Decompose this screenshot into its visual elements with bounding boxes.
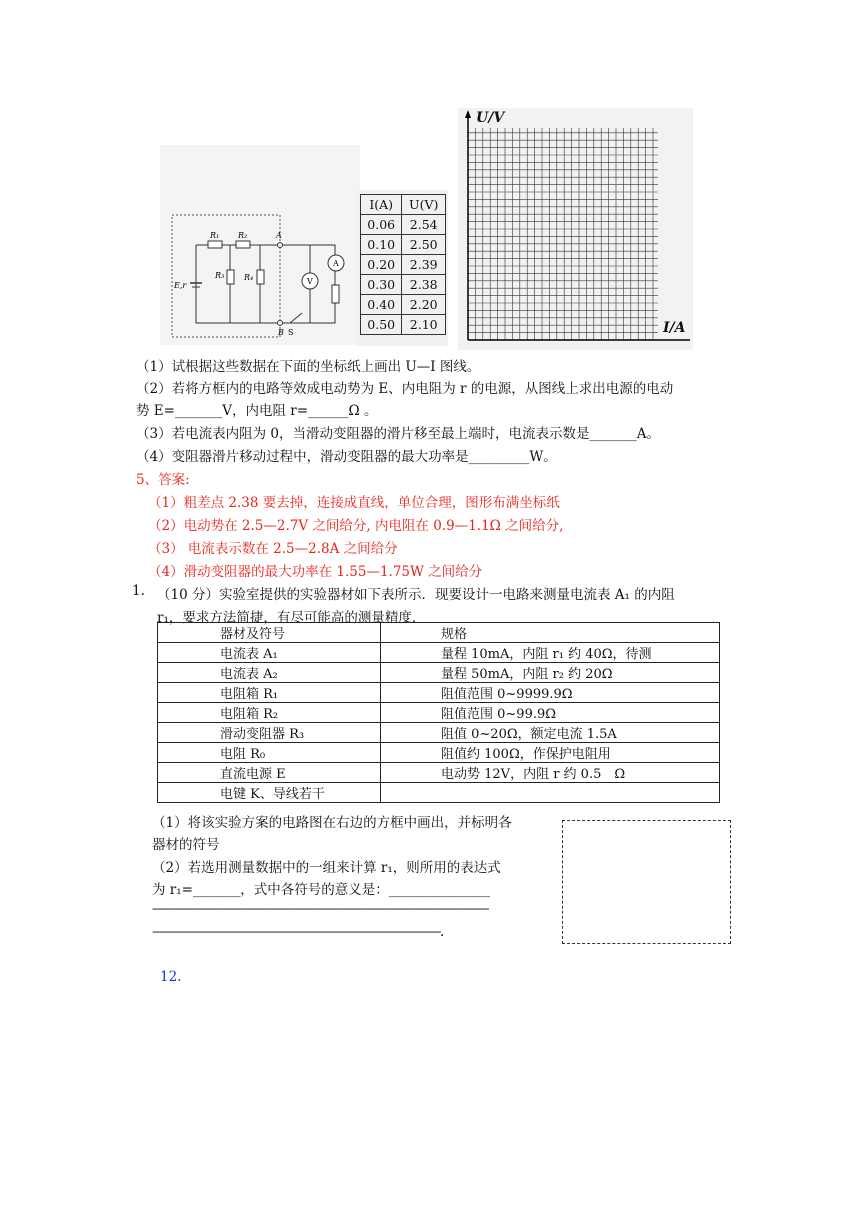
equip-header-name: 器材及符号 bbox=[158, 623, 381, 643]
question-2-line-2: 势 E=_______V，内电阻 r=______Ω 。 bbox=[136, 403, 378, 419]
answer-1: （1）粗差点 2.38 要去掉，连接成直线，单位合理，图形布满坐标纸 bbox=[148, 495, 560, 511]
label-b: B bbox=[278, 328, 284, 337]
y-axis-label: U/V bbox=[476, 110, 505, 126]
question-4: （4）变阻器滑片移动过程中，滑动变阻器的最大功率是_________W。 bbox=[136, 449, 557, 465]
label-r4: R₄ bbox=[244, 273, 254, 282]
table-row: 0.06 2.54 bbox=[361, 215, 446, 235]
label-er: E,r bbox=[174, 281, 187, 290]
question-3: （3）若电流表内阻为 0，当滑动变阻器的滑片移至最上端时，电流表示数是_______A。 bbox=[136, 426, 660, 442]
part-2-line-3: ———————————————————————————— bbox=[152, 901, 488, 917]
equip-header-spec: 规格 bbox=[381, 623, 720, 643]
table-row: 0.10 2.50 bbox=[361, 235, 446, 255]
label-r3: R₃ bbox=[215, 271, 225, 280]
question-2-line-1: （2）若将方框内的电路等效成电动势为 E、内电阻为 r 的电源，从图线上求出电源的电动 bbox=[136, 381, 674, 397]
answers-title: 5、答案: bbox=[136, 472, 190, 488]
table-row: 电键 K、导线若干 bbox=[158, 783, 720, 803]
answer-4: （4）滑动变阻器的最大功率在 1.55—1.75W 之间给分 bbox=[148, 564, 483, 580]
x-axis-label: I/A bbox=[663, 320, 686, 336]
problem-number: 1. bbox=[132, 583, 145, 599]
label-a: A bbox=[276, 231, 282, 240]
answer-3: （3） 电流表示数在 2.5—2.8A 之间给分 bbox=[148, 541, 398, 557]
answer-drawing-box[interactable] bbox=[562, 820, 731, 944]
table-row: 电流表 A₁ 量程 10mA，内阻 r₁ 约 40Ω，待测 bbox=[158, 643, 720, 663]
iu-data-table bbox=[360, 194, 446, 335]
header-voltage: U(V) bbox=[402, 195, 446, 215]
table-row: 0.50 2.10 bbox=[361, 315, 446, 335]
problem-intro-line-2: r₁，要求方法简捷，有尽可能高的测量精度． bbox=[157, 610, 426, 626]
answer-2: （2）电动势在 2.5—2.7V 之间给分, 内电阻在 0.9—1.1Ω 之间给分, bbox=[148, 518, 564, 534]
table-row: 0.40 2.20 bbox=[361, 295, 446, 315]
label-voltmeter: V bbox=[307, 277, 313, 286]
table-row: 0.20 2.39 bbox=[361, 255, 446, 275]
question-1: （1）试根据这些数据在下面的坐标纸上画出 U—I 图线。 bbox=[136, 359, 481, 375]
part-2-line-1: （2）若选用测量数据中的一组来计算 r₁，则所用的表达式 bbox=[152, 860, 501, 876]
label-ammeter: A bbox=[333, 259, 339, 268]
table-row: 电流表 A₂ 量程 50mA，内阻 r₂ 约 20Ω bbox=[158, 663, 720, 683]
equipment-table bbox=[157, 622, 720, 803]
label-s: S bbox=[288, 328, 294, 337]
table-row: 滑动变阻器 R₃ 阻值 0~20Ω，额定电流 1.5A bbox=[158, 723, 720, 743]
problem-intro-line-1: （10 分）实验室提供的实验器材如下表所示．现要设计一电路来测量电流表 A₁ 的内阻 bbox=[157, 587, 675, 603]
label-r2: R₂ bbox=[238, 231, 248, 240]
page-marker: 12. bbox=[160, 969, 182, 985]
table-row: 电阻 R₀ 阻值约 100Ω，作保护电阻用 bbox=[158, 743, 720, 763]
part-1-line-1: （1）将该实验方案的电路图在右边的方框中画出，并标明各 bbox=[152, 815, 512, 831]
table-row: 直流电源 E 电动势 12V，内阻 r 约 0.5 Ω bbox=[158, 763, 720, 783]
label-r1: R₁ bbox=[210, 231, 220, 240]
table-row: 电阻箱 R₂ 阻值范围 0~99.9Ω bbox=[158, 703, 720, 723]
table-row: 0.30 2.38 bbox=[361, 275, 446, 295]
part-2-line-2: 为 r₁=_______，式中各符号的意义是：_______________ bbox=[152, 882, 490, 898]
table-row: 电阻箱 R₁ 阻值范围 0~9999.9Ω bbox=[158, 683, 720, 703]
graph-paper bbox=[458, 108, 693, 350]
header-current: I(A) bbox=[361, 195, 402, 215]
part-1-line-2: 器材的符号 bbox=[152, 837, 220, 853]
circuit-diagram bbox=[160, 145, 360, 345]
part-2-line-4: ————————————————————————. bbox=[152, 924, 443, 940]
